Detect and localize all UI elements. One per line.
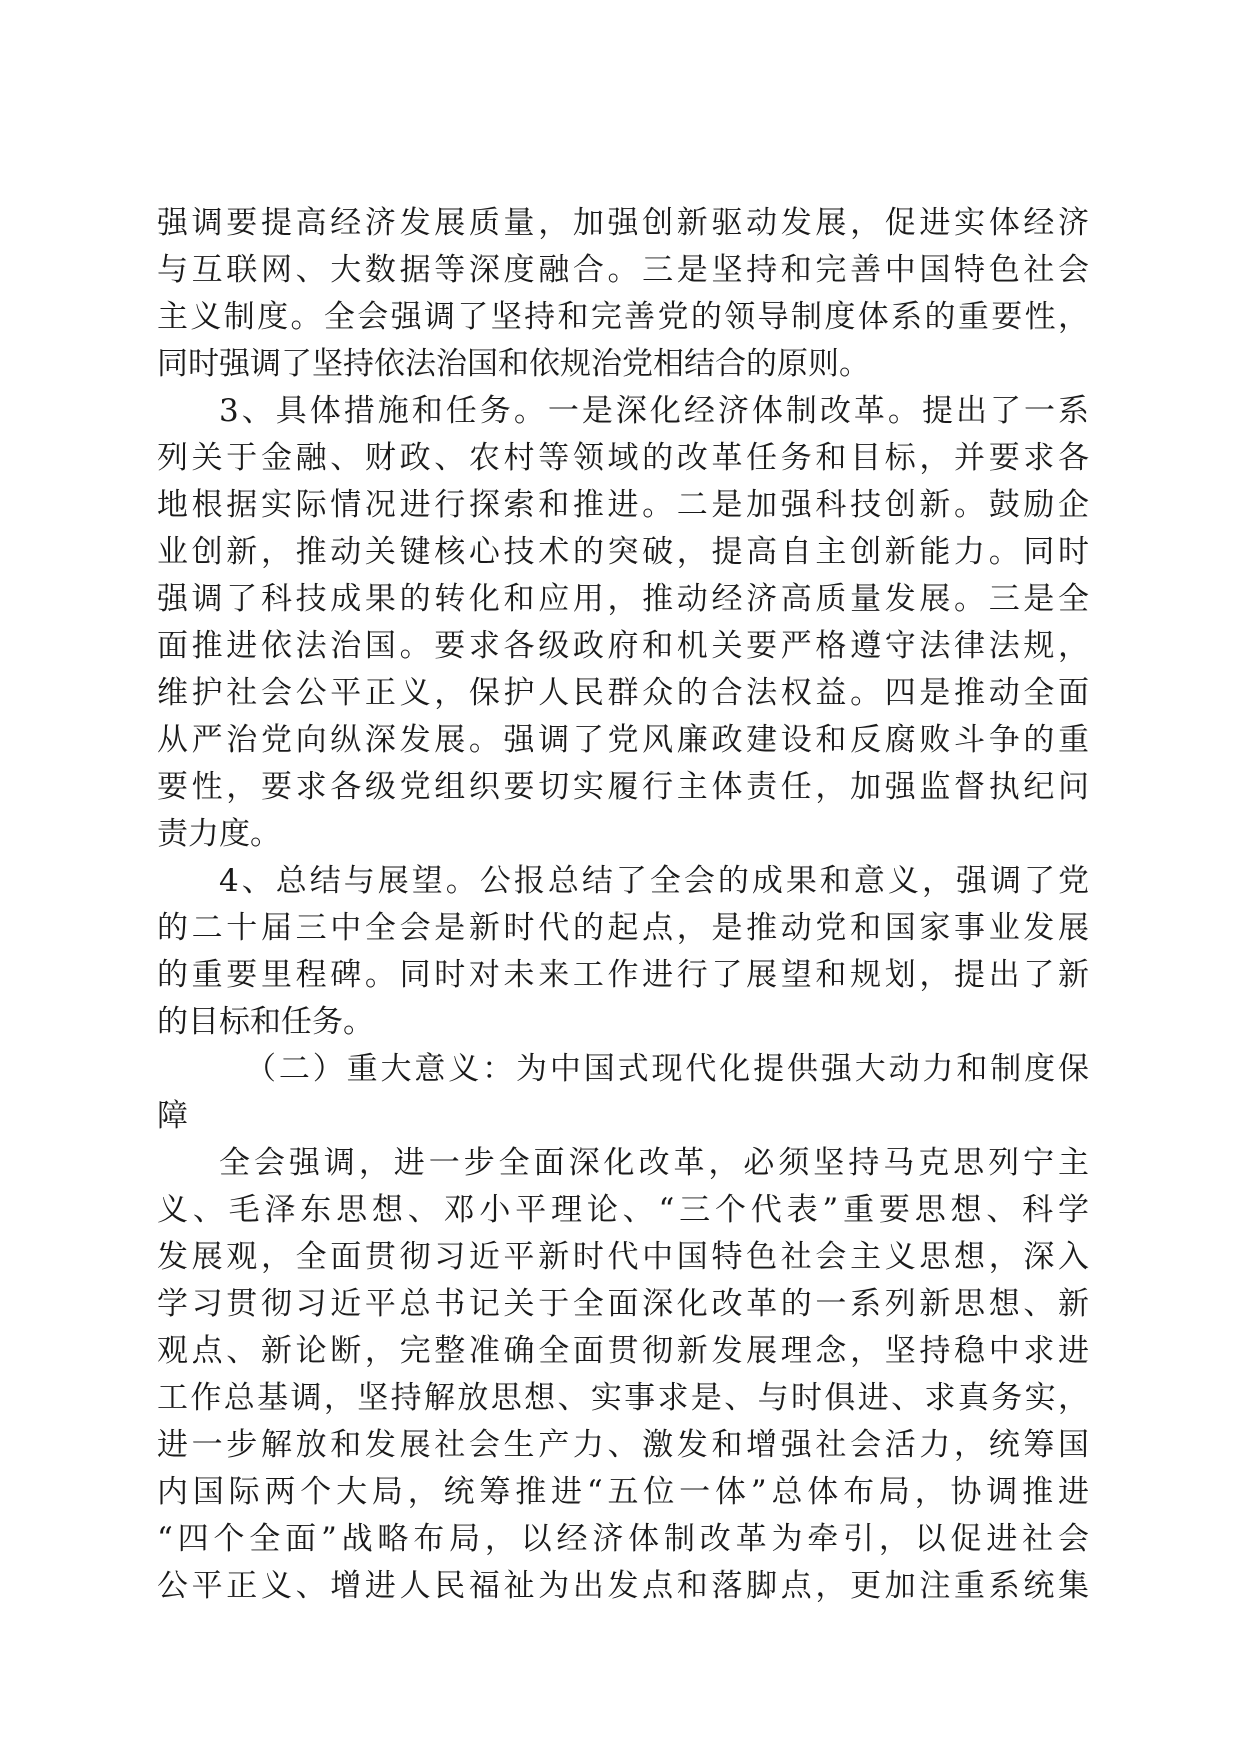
text-line: 责力度。 <box>157 816 281 852</box>
text-line: 强调要提高经济发展质量，加强创新驱动发展，促进实体经济 <box>157 205 1089 241</box>
section-heading: （二）重大意义：为中国式现代化提供强大动力和制度保 <box>245 1051 1089 1087</box>
text-line: 的二十届三中全会是新时代的起点，是推动党和国家事业发展 <box>157 910 1089 946</box>
text-line: 公平正义、增进人民福祉为出发点和落脚点，更加注重系统集 <box>157 1568 1089 1604</box>
text-line: 工作总基调，坚持解放思想、实事求是、与时俱进、求真务实， <box>157 1380 1089 1416</box>
body-text <box>157 200 1089 1610</box>
text-line: 业创新，推动关键核心技术的突破，提高自主创新能力。同时 <box>157 534 1089 570</box>
text-line: 维护社会公平正义，保护人民群众的合法权益。四是推动全面 <box>157 675 1089 711</box>
text-line: 义、毛泽东思想、邓小平理论、“三个代表”重要思想、科学 <box>157 1192 1089 1228</box>
text-line: 进一步解放和发展社会生产力、激发和增强社会活力，统筹国 <box>157 1427 1089 1463</box>
text-line: 的重要里程碑。同时对未来工作进行了展望和规划，提出了新 <box>157 957 1089 993</box>
text-line: 4、总结与展望。公报总结了全会的成果和意义，强调了党 <box>219 863 1089 899</box>
text-line: 观点、新论断，完整准确全面贯彻新发展理念，坚持稳中求进 <box>157 1333 1089 1369</box>
section-heading: 障 <box>157 1098 188 1134</box>
text-line: 学习贯彻习近平总书记关于全面深化改革的一系列新思想、新 <box>157 1286 1089 1322</box>
text-line: 3、具体措施和任务。一是深化经济体制改革。提出了一系 <box>219 393 1089 429</box>
text-line: 从严治党向纵深发展。强调了党风廉政建设和反腐败斗争的重 <box>157 722 1089 758</box>
text-line: 强调了科技成果的转化和应用，推动经济高质量发展。三是全 <box>157 581 1089 617</box>
text-line: 面推进依法治国。要求各级政府和机关要严格遵守法律法规， <box>157 628 1089 664</box>
text-line: 主义制度。全会强调了坚持和完善党的领导制度体系的重要性， <box>157 299 1089 335</box>
text-line: 内国际两个大局，统筹推进“五位一体”总体布局，协调推进 <box>157 1474 1089 1510</box>
text-line: “四个全面”战略布局，以经济体制改革为牵引，以促进社会 <box>157 1521 1089 1557</box>
text-line: 要性，要求各级党组织要切实履行主体责任，加强监督执纪问 <box>157 769 1089 805</box>
text-line: 发展观，全面贯彻习近平新时代中国特色社会主义思想，深入 <box>157 1239 1089 1275</box>
text-line: 同时强调了坚持依法治国和依规治党相结合的原则。 <box>157 346 870 382</box>
text-line: 地根据实际情况进行探索和推进。二是加强科技创新。鼓励企 <box>157 487 1089 523</box>
text-line: 的目标和任务。 <box>157 1004 374 1040</box>
text-line: 与互联网、大数据等深度融合。三是坚持和完善中国特色社会 <box>157 252 1089 288</box>
text-line: 全会强调，进一步全面深化改革，必须坚持马克思列宁主 <box>219 1145 1089 1181</box>
text-line: 列关于金融、财政、农村等领域的改革任务和目标，并要求各 <box>157 440 1089 476</box>
